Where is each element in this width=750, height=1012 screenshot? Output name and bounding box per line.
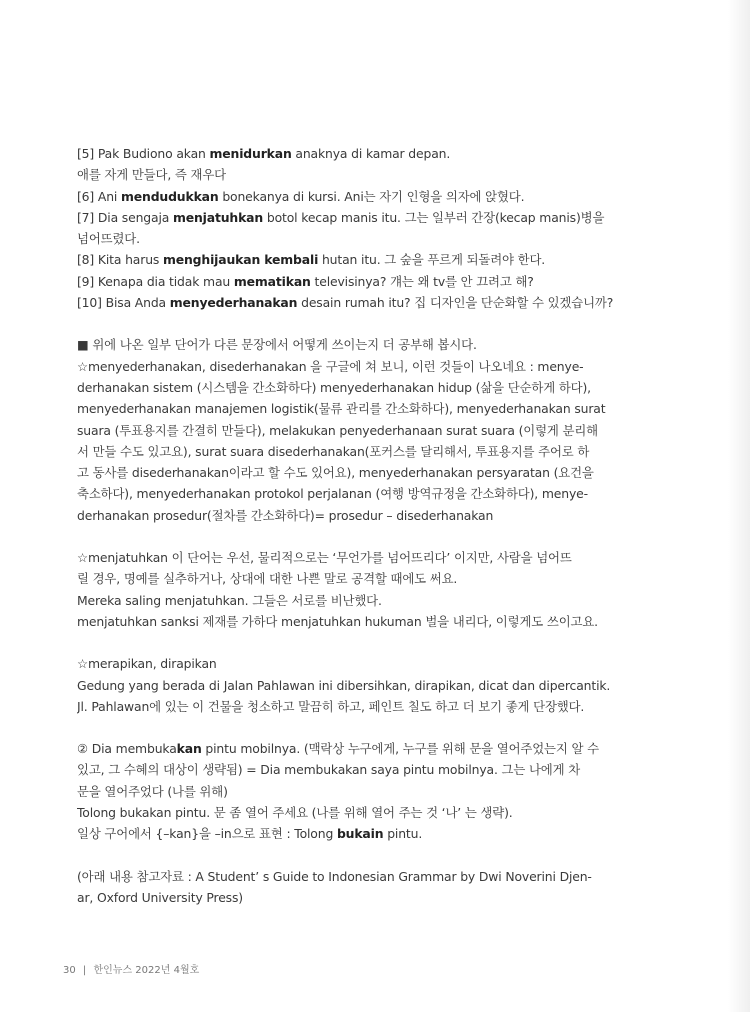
paragraph-line: Mereka saling menjatuhkan. 그들은 서로를 비난했다.	[77, 592, 382, 608]
suffix-highlight: kan	[176, 741, 202, 757]
paragraph-line: menyederhanakan manajemen logistik(물류 관리를 간소화하다), menyederhanakan surat	[77, 401, 606, 417]
paragraph-line: Tolong bukakan pintu. 문 좀 열어 주세요 (나를 위해 열어 주는 것 ‘나’ 는 생략).	[77, 805, 513, 821]
paragraph-menyederhanakan	[77, 356, 645, 526]
reference-note	[77, 866, 645, 909]
paragraph-line: ☆menjatuhkan 이 단어는 우선, 물리적으로는 ‘무언가를 넘어뜨리다’ 이지만, 사람을 넘어뜨	[77, 550, 572, 566]
article-body	[77, 143, 645, 908]
example-text: [7] Dia sengaja	[77, 209, 173, 225]
example-text: [8] Kita harus	[77, 252, 163, 268]
example-text: [10] Bisa Anda	[77, 295, 170, 311]
example-text: [9] Kenapa dia tidak mau	[77, 273, 234, 289]
example-text: 애를 자게 만들다, 즉 재우다	[77, 167, 226, 183]
example-text: hutan itu. 그 숲을 푸르게 되돌려야 한다.	[318, 252, 546, 268]
paragraph-membukakan	[77, 738, 645, 844]
example-line	[77, 143, 645, 164]
colloquial-keyword: bukain	[336, 826, 384, 842]
example-line	[77, 271, 645, 292]
example-sentences	[77, 143, 645, 313]
paragraph-text: pintu.	[383, 826, 423, 842]
paragraph-line: ☆menyederhanakan, disederhanakan 을 구글에 쳐 보니, 이런 것들이 나오네요 : menye-	[77, 358, 584, 374]
example-keyword: menidurkan	[209, 146, 292, 161]
example-text: [5] Pak Budiono akan	[77, 146, 210, 161]
paragraph-text: 일상 구어에서 {–kan}을 –in으로 표현 : Tolong	[77, 826, 337, 842]
paragraph-line: 고 동사를 disederhanakan이라고 할 수도 있어요), menyederhanakan persyaratan (요건을	[77, 465, 594, 481]
page-footer	[63, 961, 199, 976]
paragraph-merapikan	[77, 653, 645, 717]
paragraph-line: derhanakan sistem (시스템을 간소화하다) menyederhanakan hidup (삶을 단순하게 하다),	[77, 379, 591, 395]
example-text: botol kecap manis itu. 그는 일부러 간장(kecap manis)병을	[263, 209, 605, 225]
paragraph-line: 릴 경우, 명예를 실추하거나, 상대에 대한 나쁜 말로 공격할 때에도 써요.	[77, 571, 458, 587]
example-line	[77, 228, 645, 249]
example-keyword: mematikan	[233, 273, 311, 289]
example-line	[77, 164, 645, 185]
paragraph-line	[77, 738, 645, 759]
footer-separator: |	[82, 965, 87, 976]
example-text: [6] Ani	[77, 188, 122, 204]
paragraph-line: 축소하다), menyederhanakan protokol perjalanan (여행 방역규정을 간소화하다), menye-	[77, 486, 588, 502]
example-keyword: menjatuhkan	[172, 209, 264, 225]
paragraph-line: Gedung yang berada di Jalan Pahlawan ini dibersihkan, dirapikan, dicat dan dipercantik.	[77, 677, 611, 693]
publication-name: 한인뉴스 2022년 4월호	[93, 965, 200, 976]
reference-line: (아래 내용 참고자료 : A Student’ s Guide to Indonesian Grammar by Dwi Noverini Djen-	[77, 868, 592, 884]
example-keyword: menyederhanakan	[169, 295, 298, 311]
paragraph-line: suara (투표용지를 간결히 만들다), melakukan penyederhanaan surat suara (이렇게 분리해	[77, 422, 598, 438]
example-line	[77, 249, 645, 270]
example-text: desain rumah itu? 집 디자인을 단순화할 수 있겠습니까?	[297, 295, 614, 311]
example-text: anaknya di kamar depan.	[291, 146, 451, 161]
example-text: 넘어뜨렸다.	[77, 231, 140, 247]
paragraph-line: menjatuhkan sanksi 제재를 가하다 menjatuhkan hukuman 벌을 내리다, 이렇게도 쓰이고요.	[77, 613, 598, 629]
paragraph-line: 서 만들 수도 있고요), surat suara disederhanakan(포커스를 달리해서, 투표용지를 주어로 하	[77, 443, 590, 459]
paragraph-line: Jl. Pahlawan에 있는 이 건물을 청소하고 말끔히 하고, 페인트 칠도 하고 더 보기 좋게 단장했다.	[77, 698, 585, 714]
example-text: bonekanya di kursi. Ani는 자기 인형을 의자에 앉혔다.	[218, 188, 525, 204]
paragraph-text: ② Dia membuka	[77, 741, 177, 757]
reference-line: ar, Oxford University Press)	[77, 889, 243, 905]
example-text: televisinya? 걔는 왜 tv를 안 끄려고 해?	[310, 273, 534, 289]
example-line	[77, 207, 645, 228]
page-edge-shade	[728, 0, 750, 1012]
paragraph-menjatuhkan	[77, 547, 645, 632]
paragraph-line: derhanakan prosedur(절차를 간소화하다)= prosedur – disederhanakan	[77, 507, 494, 523]
paragraph-line	[77, 823, 645, 844]
paragraph-line: 있고, 그 수혜의 대상이 생략됨) = Dia membukakan saya pintu mobilnya. 그는 나에게 차	[77, 762, 581, 778]
paragraph-text: pintu mobilnya. (맥락상 누구에게, 누구를 위해 문을 열어주었는지 알 수	[201, 741, 599, 757]
example-line	[77, 292, 645, 313]
example-keyword: mendudukkan	[121, 188, 219, 204]
paragraph-line: ☆merapikan, dirapikan	[77, 656, 217, 672]
section-heading: ■ 위에 나온 일부 단어가 다른 문장에서 어떻게 쓰이는지 더 공부해 봅시다.	[77, 337, 477, 353]
example-keyword: menghijaukan kembali	[163, 252, 319, 268]
page-number: 30	[63, 965, 76, 976]
example-line	[77, 186, 645, 207]
paragraph-line: 문을 열어주었다 (나를 위해)	[77, 783, 228, 799]
